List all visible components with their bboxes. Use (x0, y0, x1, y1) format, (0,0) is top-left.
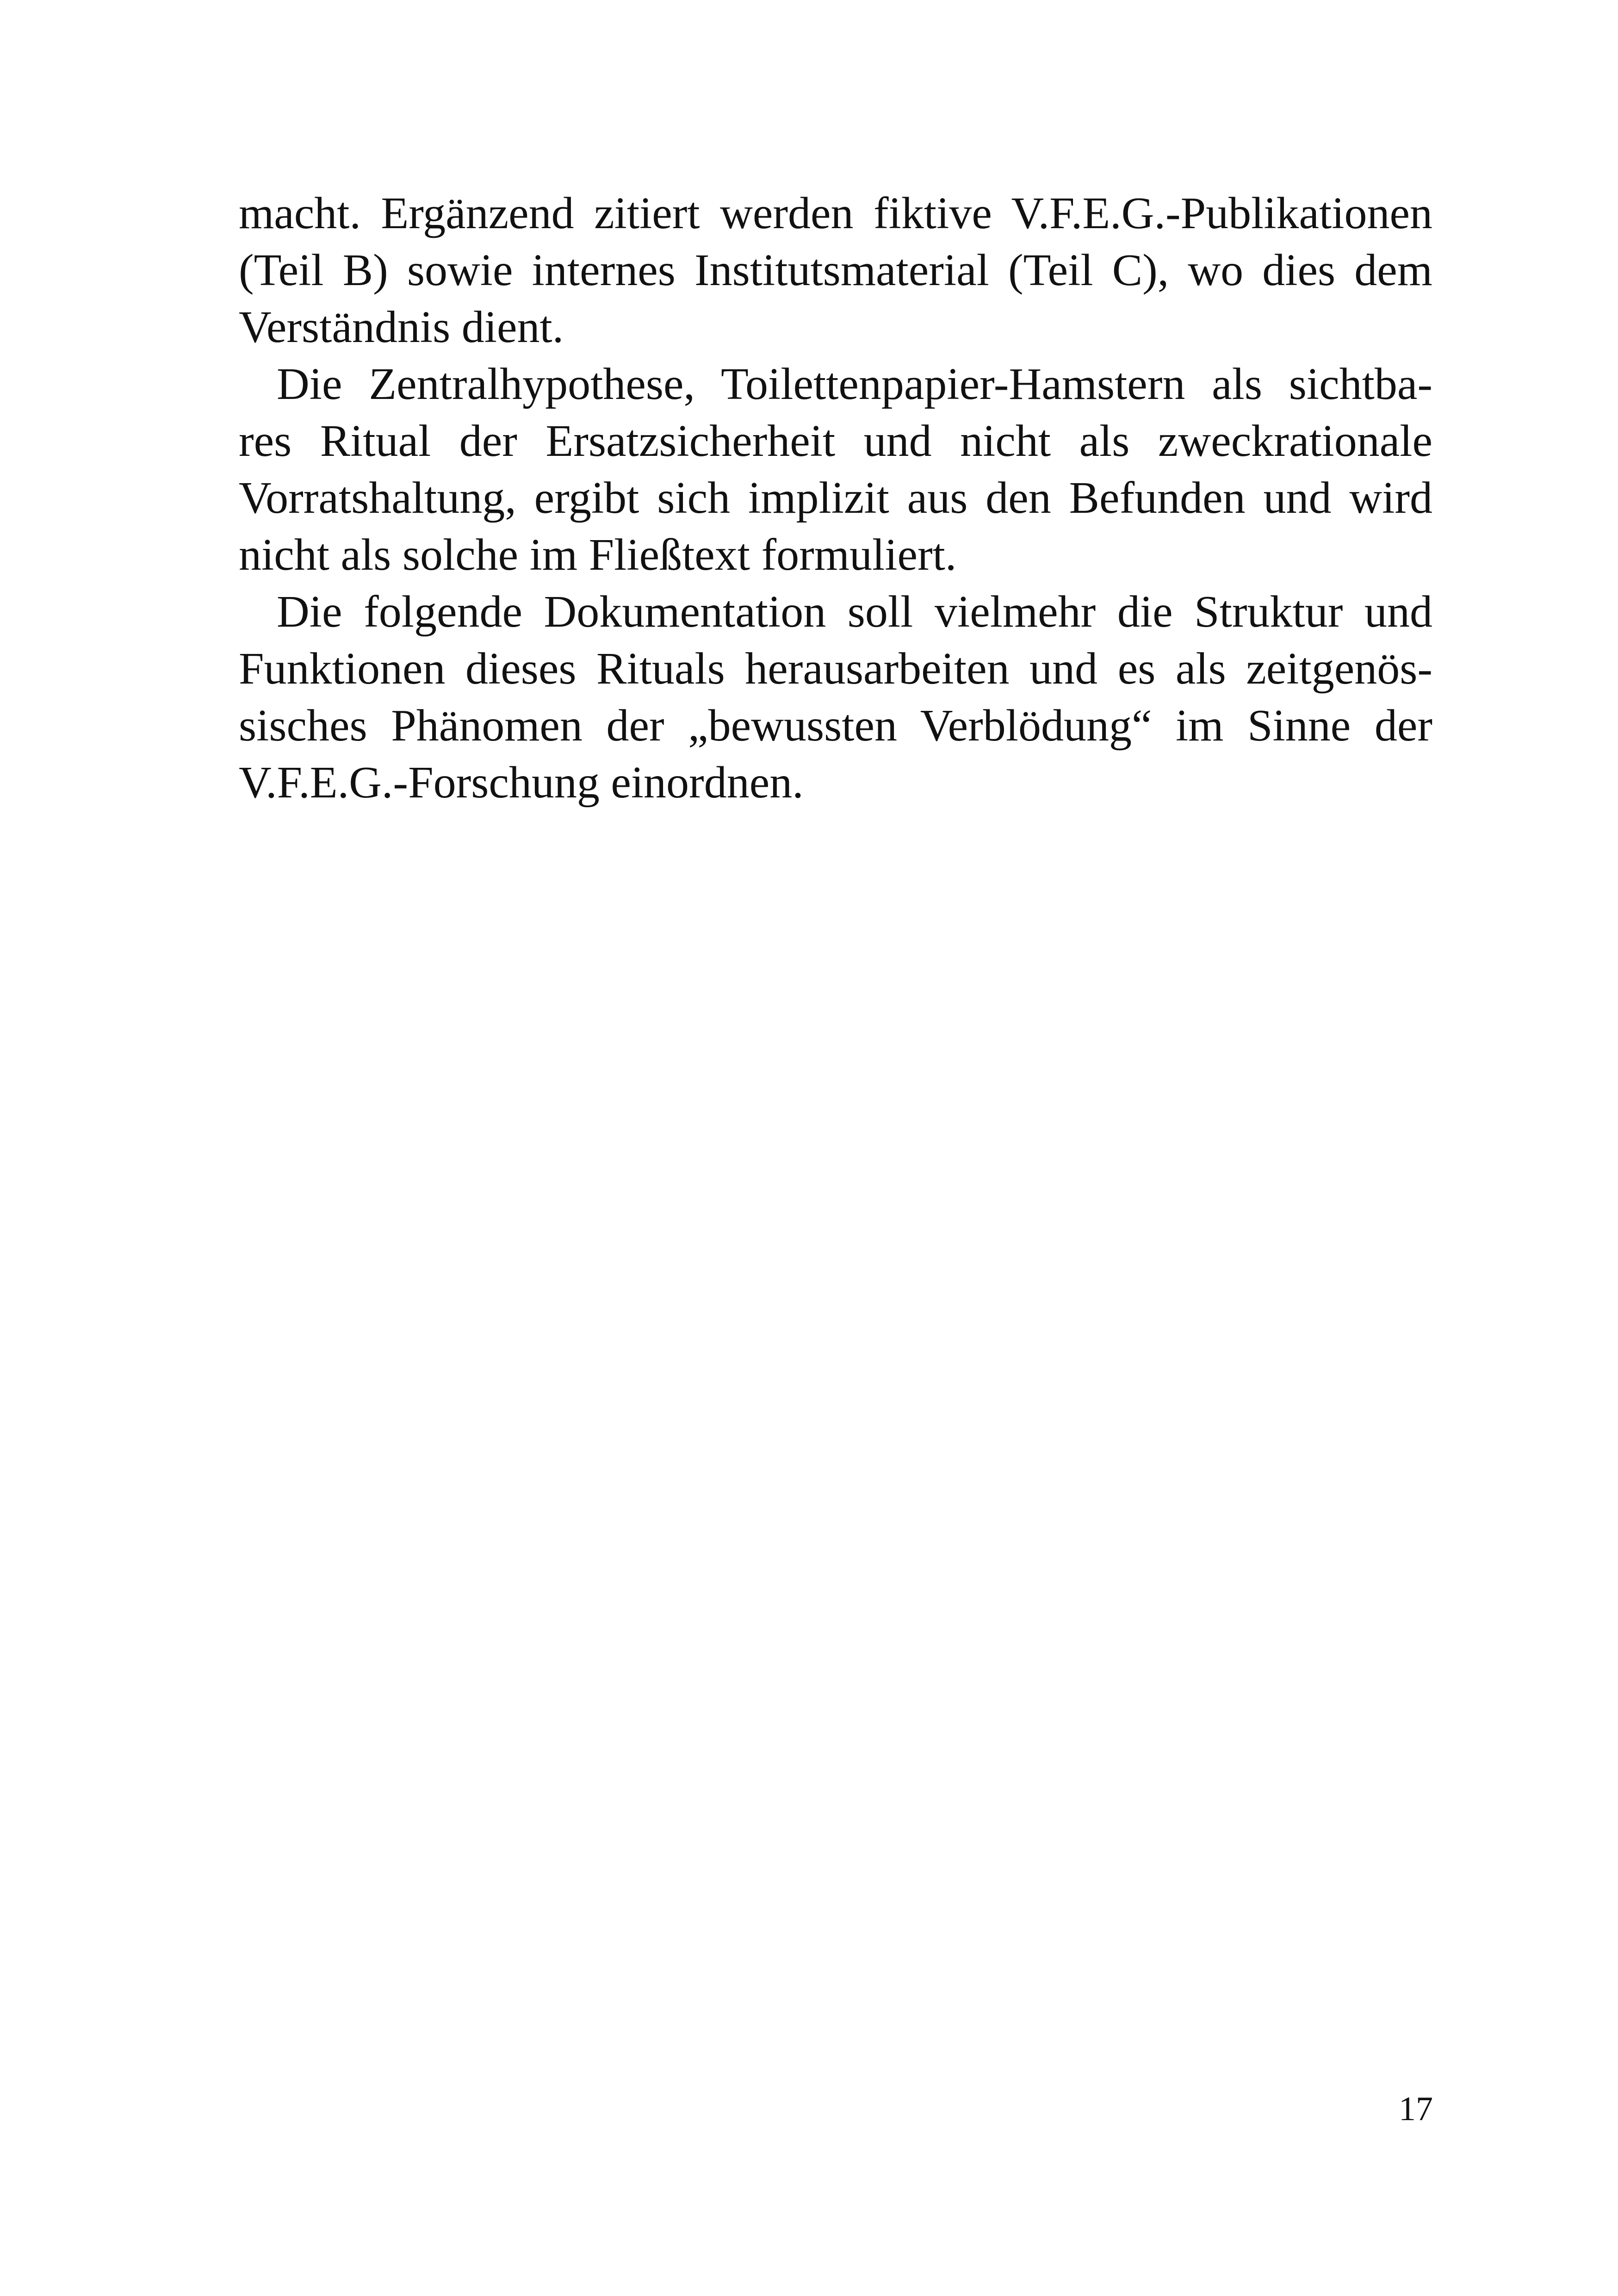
paragraph (239, 356, 1432, 584)
paragraph (239, 185, 1432, 356)
text-line: sisches Phänomen der „bewussten Verblödung“ im Sinne der (239, 701, 1432, 751)
text-line: Die Zentralhypothese, Toilettenpapier-Hamstern als sichtba- (277, 359, 1432, 409)
text-line: (Teil B) sowie internes Institutsmaterial (Teil C), wo dies dem (239, 245, 1432, 295)
text-line: Vorratshaltung, ergibt sich implizit aus den Befunden und wird (239, 473, 1432, 523)
text-line: macht. Ergänzend zitiert werden fiktive V.F.E.G.-Publikationen (239, 188, 1432, 238)
text-line: nicht als solche im Fließtext formuliert. (239, 530, 957, 580)
paragraph (239, 584, 1432, 811)
body-text (239, 185, 1432, 811)
text-line: Die folgende Dokumentation soll vielmehr die Struktur und (277, 587, 1432, 637)
text-line: Verständnis dient. (239, 302, 564, 352)
text-line: res Ritual der Ersatzsicherheit und nicht als zweckrationale (239, 416, 1432, 466)
text-line: Funktionen dieses Rituals herausarbeiten und es als zeitgenös- (239, 644, 1432, 694)
page-number: 17 (1399, 2090, 1433, 2128)
text-line: V.F.E.G.-Forschung einordnen. (239, 758, 804, 808)
